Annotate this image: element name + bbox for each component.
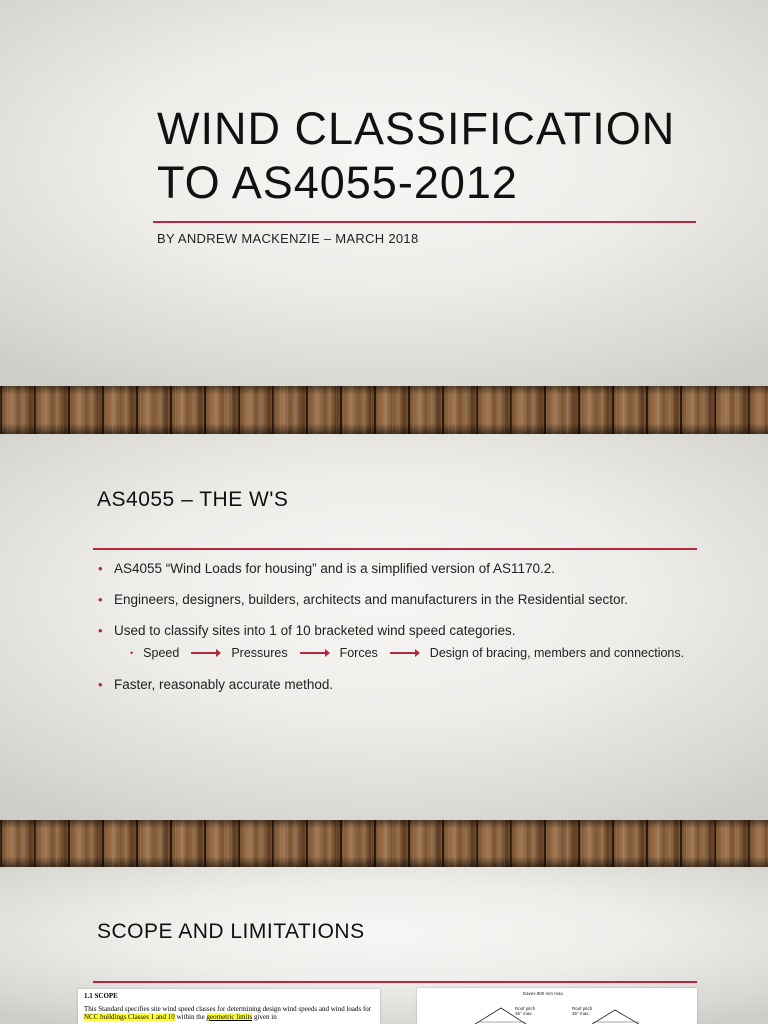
bullet-item: • AS4055 “Wind Loads for housing” and is a simplified version of AS1170.2. bbox=[98, 560, 708, 578]
scope-text-1: This Standard specifies site wind speed classes for determining design wind speeds and wind loads for bbox=[84, 1004, 372, 1013]
process-flow bbox=[130, 644, 708, 662]
bullet-text: Used to classify sites into 1 of 10 bracketed wind speed categories. bbox=[114, 623, 516, 638]
arrow-right-icon bbox=[390, 652, 418, 654]
flow-step-speed: Speed bbox=[143, 646, 180, 660]
arrow-right-icon bbox=[191, 652, 219, 654]
title-divider bbox=[153, 221, 696, 223]
bullet-item bbox=[98, 622, 708, 662]
scope-excerpt-text bbox=[78, 989, 380, 1024]
roof-pitch-left-label: Roof pitch 35° max. bbox=[515, 1006, 536, 1016]
wood-floor-divider bbox=[0, 386, 768, 434]
slide-subtitle: BY ANDREW MACKENZIE – MARCH 2018 bbox=[157, 231, 419, 246]
slide-heading: AS4055 – THE W'S bbox=[97, 488, 289, 511]
scope-highlight-2: geometric limits bbox=[206, 1013, 253, 1021]
scope-excerpt-image bbox=[78, 989, 380, 1024]
slide-heading: SCOPE AND LIMITATIONS bbox=[97, 920, 365, 943]
eaves-label: Eaves 900 mm max. bbox=[523, 991, 565, 996]
bullet-list bbox=[98, 560, 708, 707]
content-slide-scope bbox=[0, 867, 768, 1024]
flow-step-design: Design of bracing, members and connections. bbox=[429, 646, 685, 660]
roof-outline-drawing bbox=[417, 988, 697, 1024]
heading-divider bbox=[93, 548, 697, 550]
slide-title bbox=[157, 102, 717, 210]
heading-divider bbox=[93, 981, 697, 983]
roof-pitch-right-label: Roof pitch 35° max. bbox=[572, 1006, 593, 1016]
bullet-item: • Engineers, designers, builders, architects and manufacturers in the Residential sector. bbox=[98, 591, 708, 609]
title-line-2: TO AS4055-2012 bbox=[157, 157, 518, 208]
title-slide bbox=[0, 0, 768, 386]
wood-floor-divider bbox=[0, 820, 768, 867]
scope-text-2: within the bbox=[176, 1013, 205, 1021]
arrow-right-icon bbox=[300, 652, 328, 654]
sub-bullet-icon: • bbox=[130, 648, 134, 658]
bullet-item: • Faster, reasonably accurate method. bbox=[98, 676, 708, 694]
title-line-1: WIND CLASSIFICATION bbox=[157, 103, 676, 154]
flow-step-pressures: Pressures bbox=[231, 646, 288, 660]
roof-geometry-diagram bbox=[417, 988, 697, 1024]
scope-highlight-1: NCC buildings Classes 1 and 10 bbox=[84, 1013, 175, 1021]
scope-text-3: given in bbox=[253, 1013, 277, 1021]
flow-step-forces: Forces bbox=[339, 646, 378, 660]
scope-heading: 1.1 SCOPE bbox=[84, 992, 118, 1000]
